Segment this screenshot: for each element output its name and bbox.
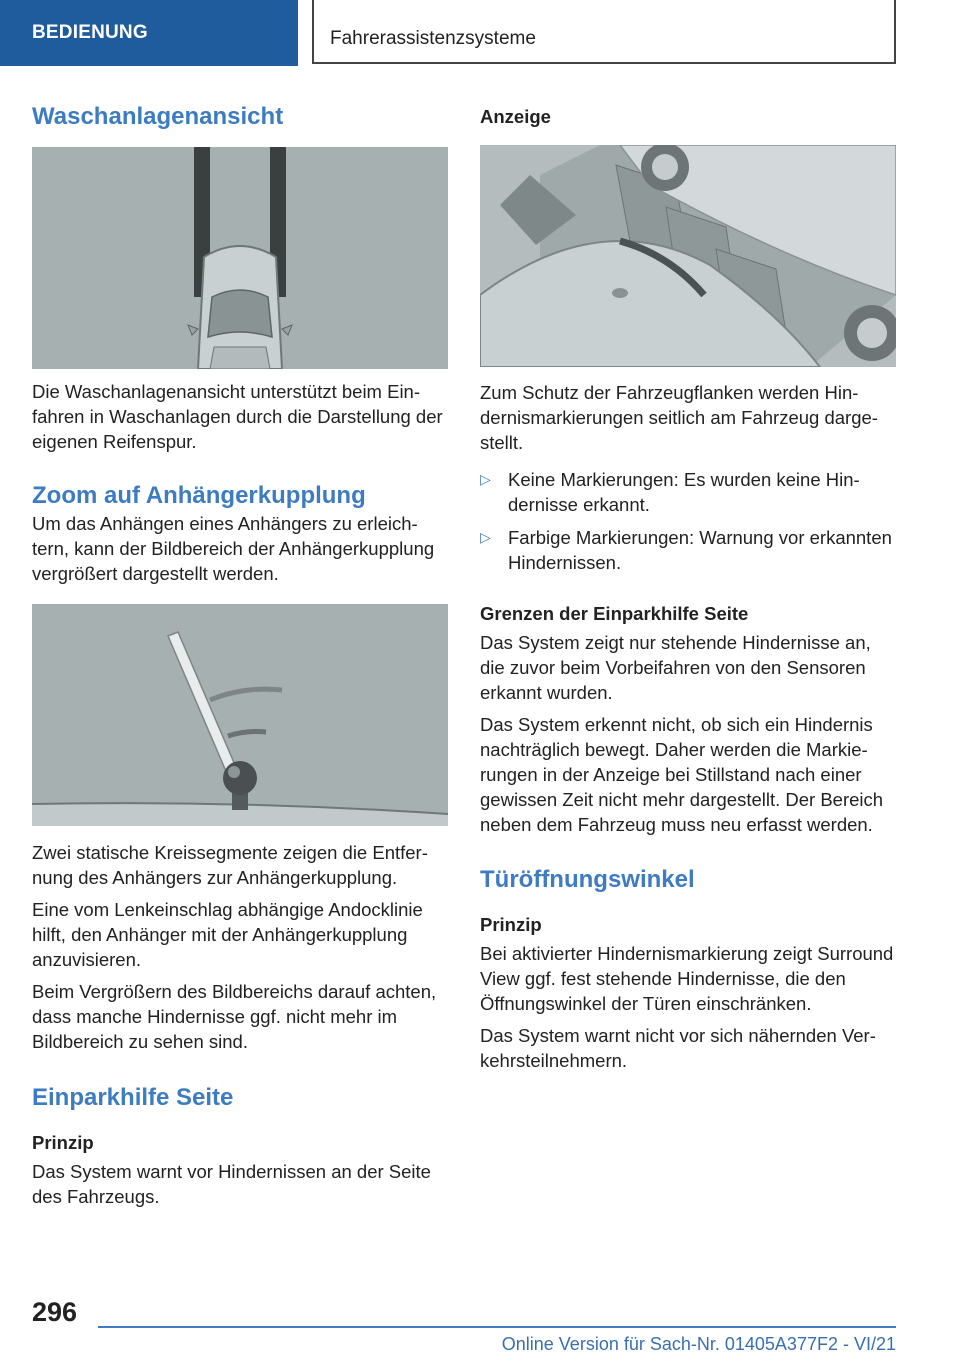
heading-tueroeffnungswinkel: Türöffnungswinkel xyxy=(480,866,695,893)
paragraph-grenzen-1: Das System zeigt nur stehende Hindernisse an, die zuvor beim Vorbeifahren von den Sensoren erkannt wurden. xyxy=(480,632,871,703)
heading-grenzen: Grenzen der Einparkhilfe Seite xyxy=(480,603,749,624)
paragraph-tuer-1: Bei aktivierter Hindernismarkierung zeigt Surround View ggf. fest stehende Hindernisse, die den Öffnungswinkel der Türen einschränken. xyxy=(480,943,894,1014)
paragraph-tuer-2: Das System warnt nicht vor sich nähernden Verkehrsteilnehmern. xyxy=(480,1025,876,1071)
paragraph-kupplung-2: Eine vom Lenkeinschlag abhängige Andocklinie hilft, den Anhänger mit der Anhängerkupplung anzuvisieren. xyxy=(32,899,423,970)
bullet-keine-markierungen: ▷ Keine Markierungen: Es wurden keine Hindernisse erkannt. xyxy=(480,469,860,515)
paragraph-grenzen-2: Das System erkennt nicht, ob sich ein Hindernis nachträglich bewegt. Daher werden die Markierungen in der Anzeige bei Stillstand nach einer gewissen Zeit nicht mehr dargestellt. Der Bereich neben dem Fahrzeug muss neu erfasst werden. xyxy=(480,714,884,835)
paragraph-einparkhilfe: Das System warnt vor Hindernissen an der Seite des Fahrzeugs. xyxy=(32,1161,431,1207)
left-column xyxy=(32,100,448,1209)
heading-waschanlagenansicht: Waschanlagenansicht xyxy=(32,103,284,130)
section-label: BEDIENUNG xyxy=(0,0,298,66)
heading-einparkhilfe-seite: Einparkhilfe Seite xyxy=(32,1084,234,1111)
page-number: 296 xyxy=(32,1297,78,1327)
chapter-label: Fahrerassistenzsysteme xyxy=(312,0,896,64)
side-parking-aid-illustration xyxy=(480,145,896,367)
footer-version-text: Online Version für Sach-Nr. 01405A377F2 - VI/21 xyxy=(501,1334,896,1354)
paragraph-kupplung-3: Beim Vergrößern des Bildbereichs darauf achten, dass manche Hindernisse ggf. nicht mehr im Bildbereich zu sehen sind. xyxy=(32,981,437,1052)
paragraph-waschanlage: Die Waschanlagenansicht unterstützt beim Einfahren in Waschanlagen durch die Darstellung der eigenen Reifenspur. xyxy=(32,381,443,452)
triangle-bullet-icon: ▷ xyxy=(480,529,491,545)
footer-divider xyxy=(98,1326,896,1328)
paragraph-anzeige: Zum Schutz der Fahrzeugflanken werden Hindernismarkierungen seitlich am Fahrzeug dargestellt. xyxy=(480,382,878,453)
heading-prinzip-einparkhilfe: Prinzip xyxy=(32,1132,94,1153)
triangle-bullet-icon: ▷ xyxy=(480,471,491,487)
heading-prinzip-tuer: Prinzip xyxy=(480,914,542,935)
heading-anzeige: Anzeige xyxy=(480,106,551,127)
paragraph-kupplung-1: Zwei statische Kreissegmente zeigen die Entfernung des Anhängers zur Anhängerkupplung. xyxy=(32,842,428,888)
right-column xyxy=(480,100,896,1073)
bullet-farbige-markierungen: ▷ Farbige Markierungen: Warnung vor erkannten Hindernissen. xyxy=(480,527,892,573)
car-wash-view-illustration xyxy=(32,147,448,369)
paragraph-zoom: Um das Anhängen eines Anhängers zu erleichtern, kann der Bildbereich der Anhängerkupplung vergrößert dargestellt werden. xyxy=(32,513,435,584)
trailer-hitch-illustration xyxy=(32,604,448,826)
heading-zoom-anhaengerkupplung: Zoom auf Anhängerkupplung xyxy=(32,482,366,509)
page-header xyxy=(0,0,960,66)
